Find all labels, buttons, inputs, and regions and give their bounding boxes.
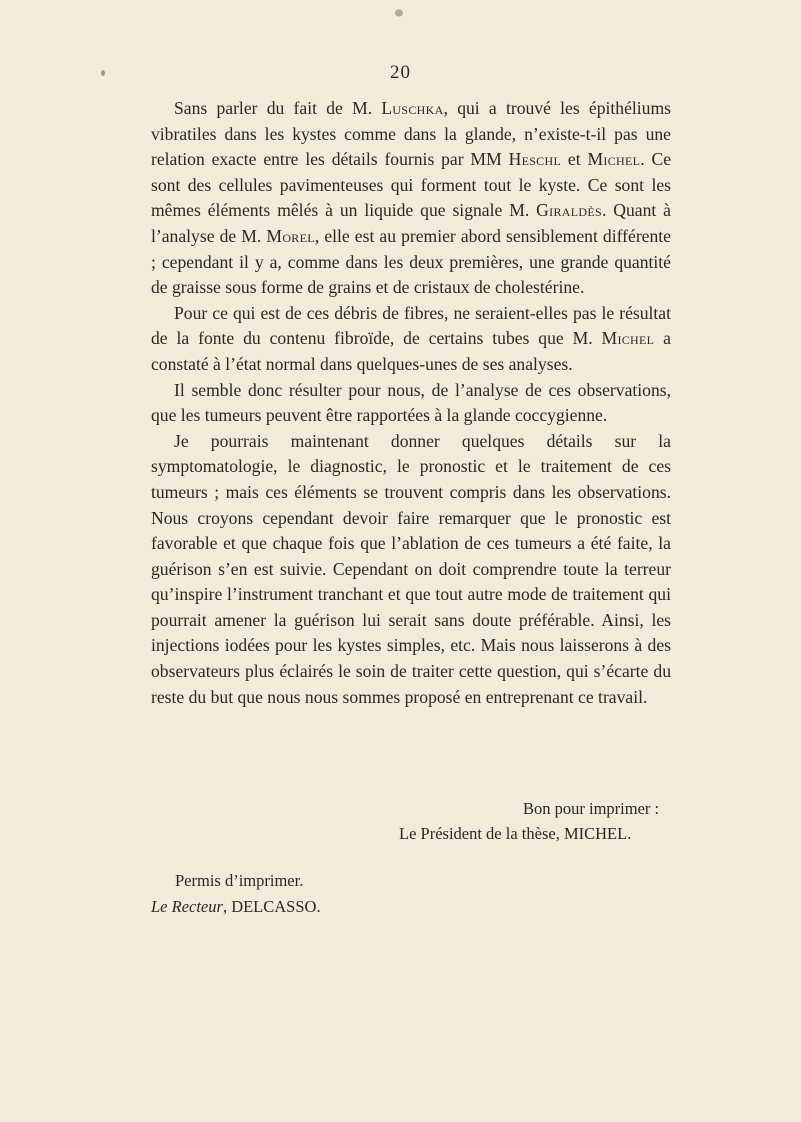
rector-signature (151, 894, 481, 920)
paragraph (151, 96, 671, 301)
permis-label: Permis d’imprimer. (175, 871, 304, 890)
text-segment: Il semble donc résulter pour nous, de l’analyse de ces observations, que les tumeurs peuvent être rapportées à la glande coccygienne. (151, 379, 671, 426)
paragraph (151, 301, 671, 378)
author-name: Michel (587, 149, 641, 170)
text-segment: et (561, 149, 588, 170)
text-segment: . Quant à l’analyse de M. (151, 200, 671, 246)
text-segment: Pour ce qui est de ces débris de fibres, ne seraient-elles pas le résultat de la fonte du contenu fibroïde, de certains tubes que M. (151, 302, 671, 349)
author-name: Morel (266, 225, 315, 246)
text-segment: , elle est au premier abord sensiblement différente ; cependant il y a, comme dans les deux premières, une grande quantité de graisse sous forme de grains et de cristaux de cholestérine. (151, 225, 671, 298)
text-segment: . Ce sont des cellules pavimenteuses qui forment tout le kyste. Ce sont les mêmes éléments mêlés à un liquide que signale M. (151, 149, 672, 221)
text-segment: Sans parler du fait de M. (174, 98, 382, 118)
permis-block (151, 868, 481, 920)
paragraph (151, 378, 671, 429)
text-segment: , qui a trouvé les épithéliums vibratiles dans les kystes comme dans la glande, n’existe-t-il pas une relation exacte entre les détails fournis par MM (151, 98, 672, 170)
text-segment: a constaté à l’état normal dans quelques-unes de ses analyses. (151, 328, 671, 374)
imprimatur-approval: Bon pour imprimer : (523, 799, 660, 818)
paragraph (151, 429, 671, 711)
author-name: Luschka (381, 98, 444, 118)
rector-name: , DELCASSO. (222, 897, 321, 916)
page-number: 20 (390, 62, 411, 83)
rector-title: Le Recteur (151, 897, 223, 916)
text-segment: Je pourrais maintenant donner quelques détails sur la symptomatologie, le diagnostic, le pronostic et le traitement de ces tumeurs ; mais ces éléments se trouvent compris dans les observations. Nous croyons cependant devoir faire remarquer que le pronostic est favorable et que chaque fois que l’ablation de ces tumeurs a été faite, la guérison s’en est suivie. Cependant on doit comprendre toute la terreur qu’inspire l’instrument tranchant et que tout autre mode de traitement qui pourrait amener la guérison lui serait sans doute préférable. Ainsi, les injections iodées pour les kystes simples, etc. Mais nous laisserons à des observateurs plus éclairés le soin de traiter cette question, qui s’écarte du reste du but que nous nous sommes proposé en entreprenant ce travail. (151, 430, 671, 707)
ink-speck-top (392, 6, 406, 20)
imprimatur-president: Le Président de la thèse, MICHEL. (399, 824, 632, 843)
author-name: Giraldès (536, 200, 602, 221)
body-text (151, 96, 671, 710)
author-name: Michel (601, 328, 655, 349)
author-name: Heschl (508, 149, 562, 170)
imprimatur-block (399, 796, 699, 846)
